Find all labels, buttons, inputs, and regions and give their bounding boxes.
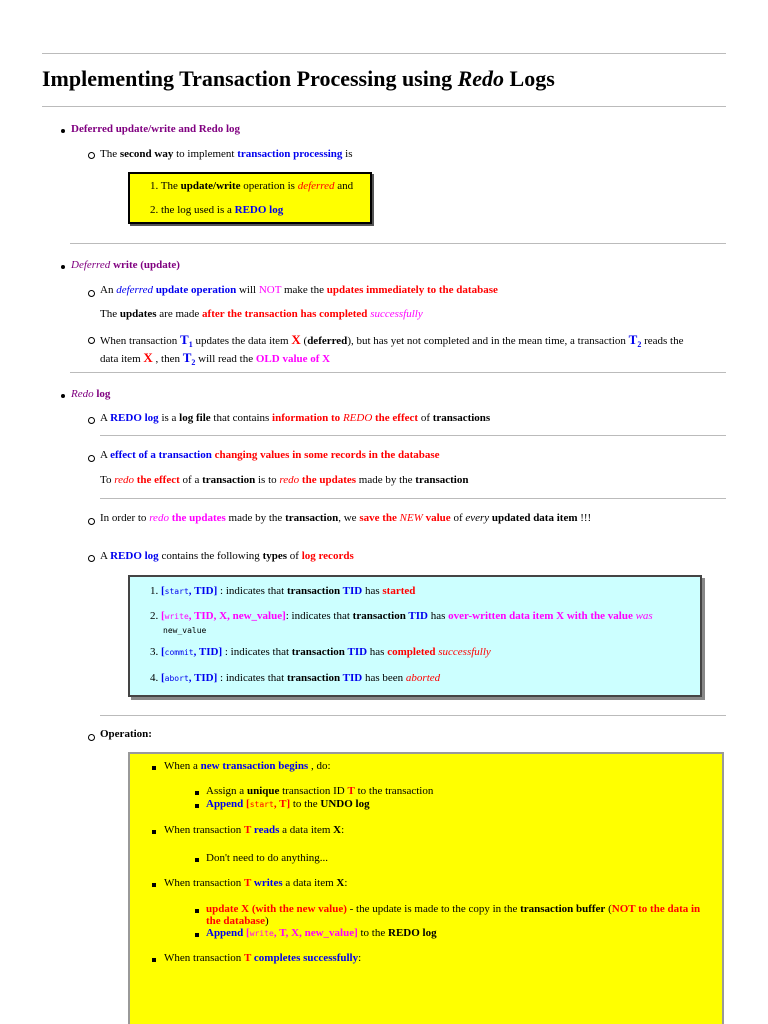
circle-bullet-icon <box>88 337 95 344</box>
redo-log-def-line: A REDO log is a log file that contains information to REDO the effect of transactions <box>100 412 491 424</box>
circle-bullet-icon <box>88 734 95 741</box>
operation-box <box>128 752 724 1024</box>
circle-bullet-icon <box>88 152 95 159</box>
bullet-icon <box>61 129 65 133</box>
divider <box>100 435 726 436</box>
redo-effect-line: To redo the effect of a transaction is to redo the updates made by the transaction <box>100 474 469 486</box>
op-completes-line: When transaction T completes successfully: <box>164 952 362 964</box>
section-heading-deferred-write: Deferred write (update) <box>71 259 180 271</box>
op-begin-line: When a new transaction begins , do: <box>164 760 331 772</box>
square-bullet-icon <box>152 766 156 770</box>
divider <box>70 372 726 373</box>
square-bullet-icon <box>152 883 156 887</box>
box-line-2: 2. the log used is a REDO log <box>150 204 284 216</box>
deferred-box <box>128 172 372 224</box>
op-reads-line: When transaction T reads a data item X: <box>164 824 345 836</box>
divider <box>100 498 726 499</box>
square-bullet-icon <box>152 830 156 834</box>
transaction-example-line-1: When transaction $T_1$ updates the data item X (deferred), but has yet not completed and in the mean time, a transaction $T_2$ reads the <box>100 332 684 350</box>
circle-bullet-icon <box>88 417 95 424</box>
section-heading-deferred-update: Deferred update/write and Redo log <box>71 123 241 135</box>
page-title: Implementing Transaction Processing using Redo Logs <box>42 66 555 91</box>
save-new-value-line: In order to redo the updates made by the transaction, we save the NEW value of every updated data item !!! <box>100 512 592 524</box>
circle-bullet-icon <box>88 455 95 462</box>
redo-log-contents-line: A REDO log contains the following types of log records <box>100 550 354 562</box>
square-bullet-icon <box>195 791 199 795</box>
record-write: 2. [write, TID, X, new_value]: indicates that transaction TID has over-written data item X with the value was <box>150 610 653 622</box>
transaction-example-line-2: data item X , then $T_2$ will read the OLD value of X <box>100 350 331 368</box>
box-line-1: 1. The update/write operation is deferred and <box>150 180 354 192</box>
square-bullet-icon <box>152 958 156 962</box>
updates-made-line: The updates are made after the transaction has completed successfully <box>100 308 423 320</box>
log-records-box <box>128 575 702 697</box>
op-update-line-2: the database) <box>206 915 269 927</box>
record-abort: 4. [abort, TID] : indicates that transaction TID has been aborted <box>150 672 441 684</box>
record-start: 1. [start, TID] : indicates that transaction TID has started <box>150 585 416 597</box>
record-commit: 3. [commit, TID] : indicates that transaction TID has completed successfully <box>150 646 491 658</box>
square-bullet-icon <box>195 858 199 862</box>
circle-bullet-icon <box>88 518 95 525</box>
operation-label: Operation: <box>100 728 152 740</box>
op-writes-line: When transaction T writes a data item X: <box>164 877 348 889</box>
square-bullet-icon <box>195 909 199 913</box>
circle-bullet-icon <box>88 290 95 297</box>
section-heading-redo-log: Redo log <box>71 388 111 400</box>
effect-def-line: A effect of a transaction changing values in some records in the database <box>100 449 440 461</box>
op-update-line-1: update X (with the new value) - the update is made to the copy in the transaction buffer (NOT to the data in <box>206 903 701 915</box>
circle-bullet-icon <box>88 555 95 562</box>
op-assign-id-line: Assign a unique transaction ID T to the transaction <box>206 785 434 797</box>
top-divider <box>42 53 726 54</box>
op-append-write-line: Append [write, T, X, new_value] to the REDO log <box>206 927 437 939</box>
op-append-start-line: Append [start, T] to the UNDO log <box>206 798 370 810</box>
divider <box>70 243 726 244</box>
second-way-line: The second way to implement transaction processing is <box>100 148 353 160</box>
square-bullet-icon <box>195 804 199 808</box>
op-reads-nothing-line: Don't need to do anything... <box>206 852 329 864</box>
deferred-op-line: An deferred update operation will NOT make the updates immediately to the database <box>100 284 498 296</box>
bullet-icon <box>61 265 65 269</box>
square-bullet-icon <box>195 933 199 937</box>
record-write-newvalue: new_value <box>163 626 207 635</box>
divider <box>100 715 726 716</box>
title-divider <box>42 106 726 107</box>
bullet-icon <box>61 394 65 398</box>
